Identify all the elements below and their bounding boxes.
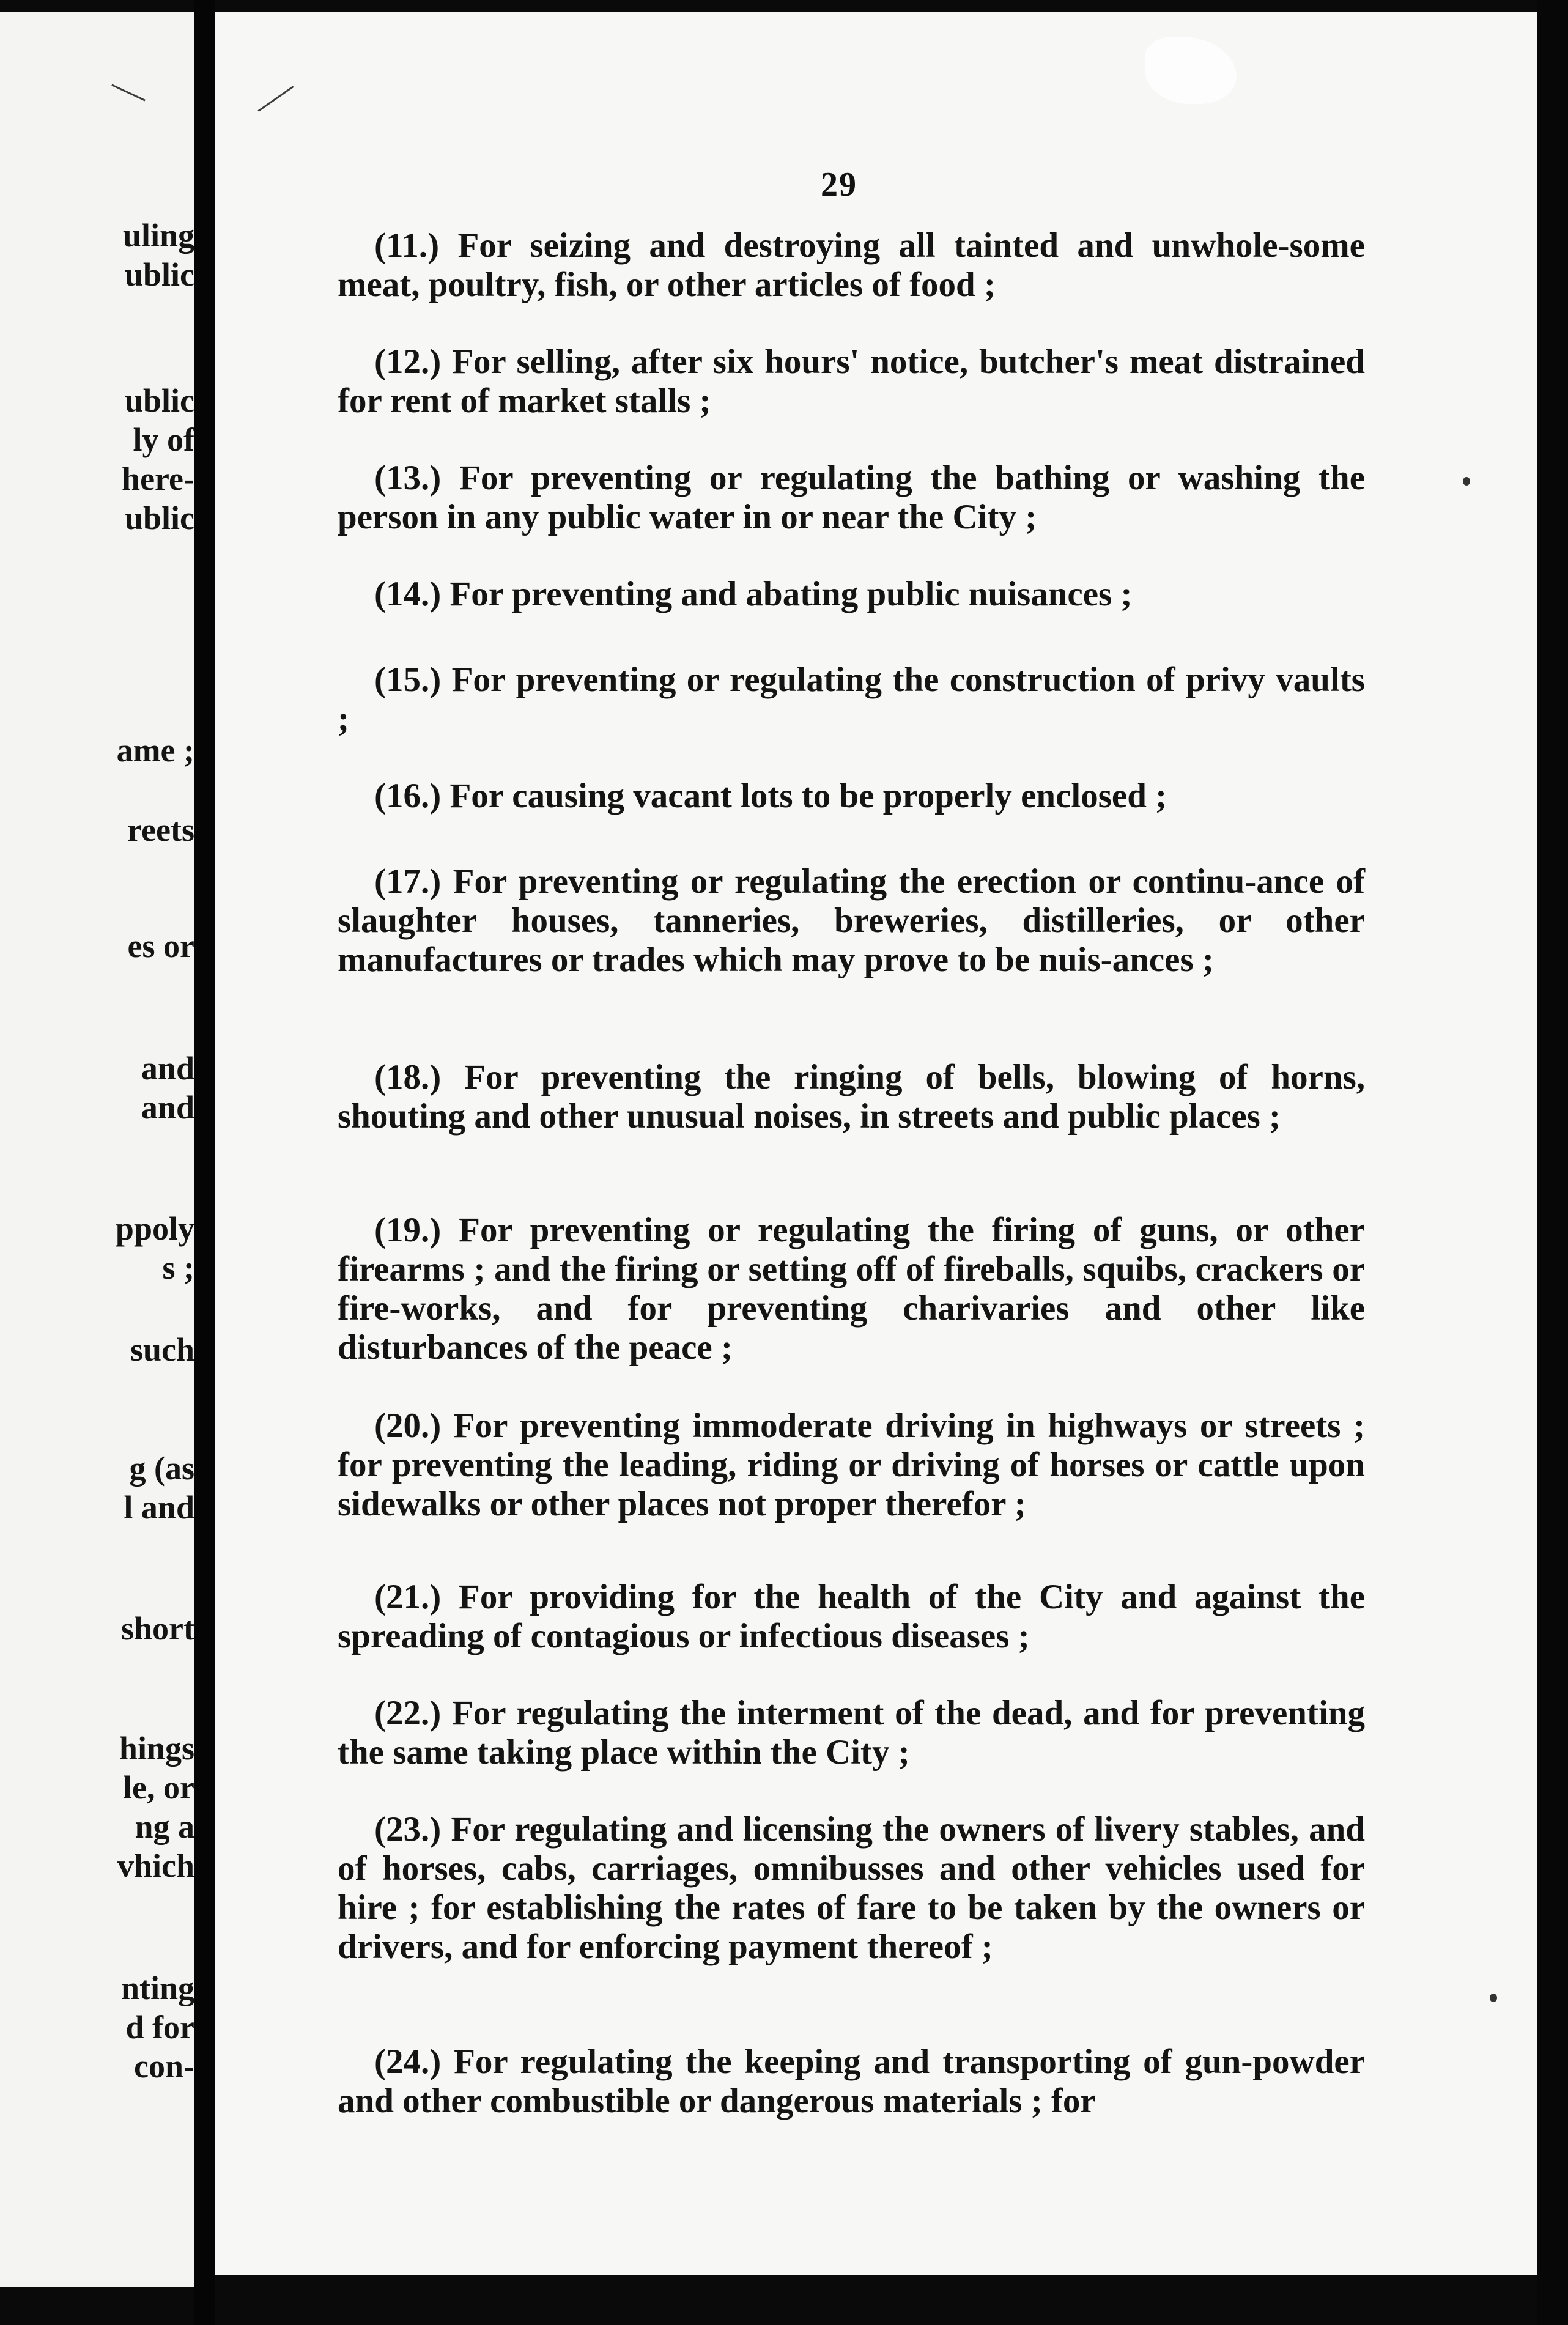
clause-text: For regulating the keeping and transporting of gun-powder and other combustible or dangerous materials ; for [338,2042,1366,2120]
clause-text: For preventing or regulating the construction of privy vaults ; [338,660,1365,738]
left-page-fragment: es or [127,928,194,964]
clause-14 [338,575,1365,614]
clause-number: (24.) [374,2042,442,2081]
clause-text: For preventing immoderate driving in highways or streets ; for preventing the leading, riding or driving of horses or cattle upon sidewalks or other places not proper therefor ; [338,1406,1366,1523]
left-page-fragment: ublic [124,500,194,536]
left-page-fragment: and [141,1089,194,1126]
clause-number: (13.) [374,459,442,497]
ink-speck [1463,477,1470,486]
page-number: 29 [821,166,857,204]
left-page-fragment: ublic [124,256,194,293]
left-page-fragment: ppoly [115,1210,194,1247]
clause-16 [338,777,1365,816]
clause-12 [338,342,1365,421]
clause-number: (11.) [374,226,440,265]
clause-text: For preventing and abating public nuisances ; [449,575,1133,613]
clause-text: For regulating the interment of the dead, and for preventing the same taking place within the City ; [338,1694,1365,1772]
left-page-fragment: d for [125,2009,194,2046]
left-page-fragment: vhich [117,1847,194,1884]
clause-24 [338,2042,1365,2121]
clause-number: (18.) [374,1058,442,1096]
clause-text: For providing for the health of the City and against the spreading of contagious or infectious diseases ; [338,1578,1365,1655]
left-page-fragment: hings [119,1730,194,1767]
left-page-fragment: reets [127,811,194,848]
clause-15 [338,660,1365,739]
clause-text: For preventing or regulating the firing of guns, or other firearms ; and the firing or setting off of fireballs, squibs, crackers or fire-works, and for preventing charivaries and other like disturbances of the peace ; [338,1211,1365,1367]
left-page-fragment: ly of [133,421,194,458]
clause-11 [338,226,1365,305]
clause-number: (19.) [374,1211,442,1249]
left-page-fragment: ublic [124,382,194,419]
clause-number: (22.) [374,1694,442,1732]
clause-18 [338,1058,1365,1136]
clause-number: (21.) [374,1578,442,1616]
clause-13 [338,459,1365,537]
clause-number: (23.) [374,1810,442,1849]
ink-speck [1490,1994,1497,2002]
clause-19 [338,1211,1365,1367]
pen-mark [111,84,146,101]
clause-text: For preventing or regulating the bathing or washing the person in any public water in or near the City ; [338,459,1365,536]
left-page-fragment: ame ; [116,732,194,769]
clause-text: For preventing or regulating the erection or continu-ance of slaughter houses, tanneries, breweries, distilleries, or other manufactures or trades which may prove to be nuis-ances ; [338,862,1365,979]
clause-17 [338,862,1365,980]
clause-number: (17.) [374,862,442,901]
left-page-fragment: g (as [129,1450,194,1487]
left-page-fragment: ng a [135,1808,194,1845]
left-page-fragment: con- [134,2048,194,2085]
clause-text: For causing vacant lots to be properly enclosed ; [449,777,1167,815]
main-page [215,12,1537,2275]
clause-text: For regulating and licensing the owners of livery stables, and of horses, cabs, carriages, omnibusses and other vehicles used for hire ; for establishing the rates of fare to be taken by the owners or drivers, and for enforcing payment thereof ; [338,1810,1365,1966]
clause-number: (15.) [374,660,442,699]
clause-number: (14.) [374,575,442,613]
left-page-strip [0,12,194,2287]
left-page-fragment: and [141,1050,194,1087]
left-page-fragment: such [130,1331,194,1368]
scan-edge [1537,0,1568,2325]
left-page-fragment: short [121,1610,194,1647]
clause-21 [338,1578,1365,1656]
book-gutter [194,0,215,2325]
clause-20 [338,1406,1365,1524]
clause-23 [338,1810,1365,1967]
paper-smudge [1145,37,1237,104]
clause-22 [338,1694,1365,1772]
clause-number: (12.) [374,342,442,381]
left-page-fragment: s ; [162,1249,194,1286]
clause-number: (20.) [374,1406,442,1445]
pen-mark [257,86,294,112]
clause-number: (16.) [374,777,442,815]
left-page-fragment: l and [124,1489,194,1526]
left-page-fragment: here- [122,460,194,497]
clause-text: For seizing and destroying all tainted and unwhole-some meat, poultry, fish, or other articles of food ; [338,226,1365,304]
clause-text: For preventing the ringing of bells, blowing of horns, shouting and other unusual noises, in streets and public places ; [338,1058,1366,1136]
left-page-fragment: le, or [123,1769,194,1806]
left-page-fragment: uling [122,217,194,254]
clause-text: For selling, after six hours' notice, butcher's meat distrained for rent of market stalls ; [338,342,1366,420]
left-page-fragment: nting [120,1970,194,2006]
